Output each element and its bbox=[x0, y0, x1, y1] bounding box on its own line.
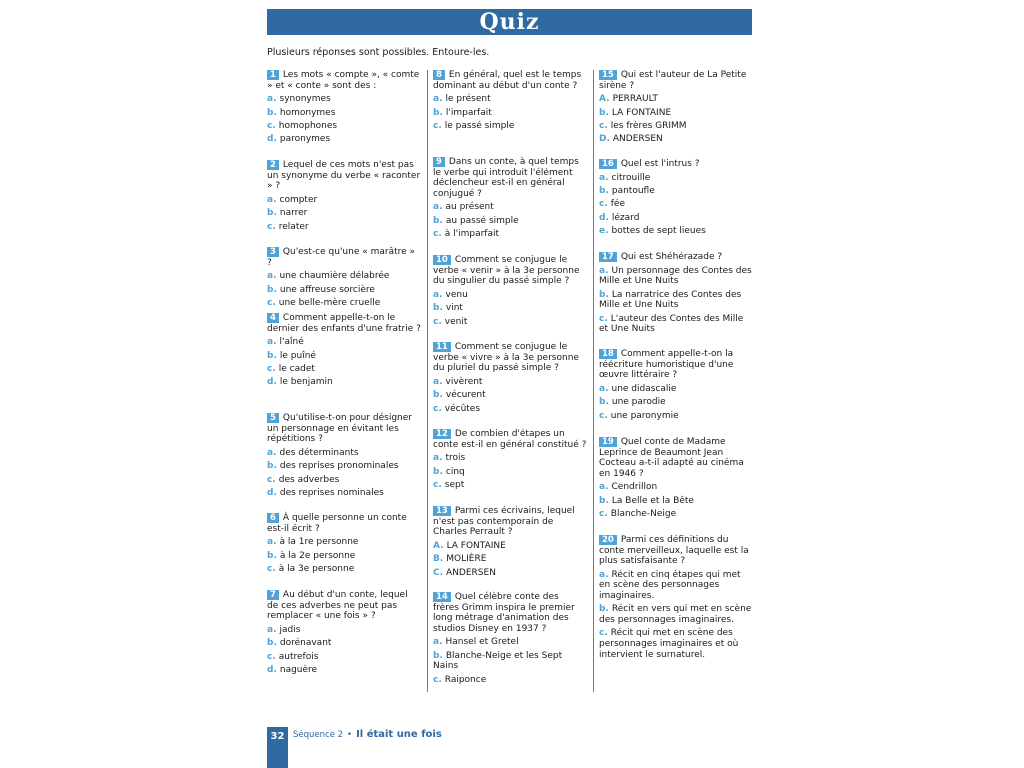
question-heading bbox=[433, 429, 587, 450]
option-letter: d. bbox=[267, 377, 277, 388]
answer-option[interactable] bbox=[267, 121, 421, 132]
question-17 bbox=[599, 252, 753, 335]
option-text: LA FONTAINE bbox=[611, 107, 672, 118]
option-letter: a. bbox=[267, 537, 277, 548]
question-text: De combien d'étapes un conte est-il en général constitué ? bbox=[433, 429, 587, 450]
question-19 bbox=[599, 437, 753, 520]
answer-option[interactable] bbox=[433, 317, 587, 328]
option-text: vécurent bbox=[445, 390, 486, 401]
option-text: une affreuse sorcière bbox=[279, 284, 375, 295]
answer-option[interactable] bbox=[599, 266, 753, 287]
answer-option[interactable] bbox=[599, 411, 753, 422]
answer-option[interactable] bbox=[267, 638, 421, 649]
question-number-badge: 11 bbox=[433, 342, 451, 352]
answer-option[interactable] bbox=[599, 397, 753, 408]
column-divider bbox=[593, 70, 594, 692]
answer-option[interactable] bbox=[433, 290, 587, 301]
answer-option[interactable] bbox=[433, 675, 587, 686]
option-letter: b. bbox=[599, 185, 609, 196]
answer-option[interactable] bbox=[267, 208, 421, 219]
option-letter: A. bbox=[599, 94, 610, 105]
question-text: Comment appelle-t-on le dernier des enfants d'une fratrie ? bbox=[267, 313, 421, 334]
option-text: naguère bbox=[279, 664, 318, 675]
option-letter: e. bbox=[599, 226, 609, 237]
question-heading bbox=[267, 513, 421, 534]
option-letter: a. bbox=[599, 482, 609, 493]
answer-option[interactable] bbox=[599, 186, 753, 197]
option-letter: a. bbox=[433, 289, 443, 300]
answer-option[interactable] bbox=[599, 570, 753, 602]
option-text: à la 1re personne bbox=[279, 537, 359, 548]
answer-option[interactable] bbox=[433, 303, 587, 314]
question-text: Qui est Shéhérazade ? bbox=[620, 252, 723, 262]
footer-running-title bbox=[293, 729, 442, 740]
answer-option[interactable] bbox=[267, 94, 421, 105]
option-text: L'auteur des Contes des Mille et Une Nuits bbox=[599, 313, 744, 335]
option-letter: B. bbox=[433, 554, 444, 565]
answer-option[interactable] bbox=[599, 199, 753, 210]
page-number-tab bbox=[267, 727, 288, 768]
quiz-header-bar bbox=[267, 9, 752, 35]
answer-option[interactable] bbox=[267, 665, 421, 676]
answer-option[interactable] bbox=[599, 604, 753, 625]
option-text: bottes de sept lieues bbox=[611, 226, 706, 237]
answer-option[interactable] bbox=[267, 652, 421, 663]
option-text: une chaumière délabrée bbox=[279, 271, 390, 282]
question-18 bbox=[599, 349, 753, 421]
option-text: sept bbox=[444, 479, 465, 490]
answer-option[interactable] bbox=[267, 551, 421, 562]
option-text: venit bbox=[444, 316, 468, 327]
question-heading bbox=[599, 70, 753, 91]
answer-option[interactable] bbox=[433, 108, 587, 119]
option-letter: b. bbox=[433, 107, 443, 118]
option-text: MOLIÈRE bbox=[446, 554, 487, 565]
option-letter: c. bbox=[433, 479, 442, 490]
option-letter: c. bbox=[267, 221, 276, 232]
option-text: le puîné bbox=[279, 350, 316, 361]
option-letter: b. bbox=[433, 303, 443, 314]
option-letter: a. bbox=[267, 337, 277, 348]
question-number-badge: 3 bbox=[267, 247, 279, 257]
option-text: ANDERSEN bbox=[446, 567, 496, 578]
option-letter: d. bbox=[267, 487, 277, 498]
option-letter: b. bbox=[599, 397, 609, 408]
option-text: le passé simple bbox=[444, 120, 515, 131]
option-text: au passé simple bbox=[445, 215, 519, 226]
option-text: des adverbes bbox=[278, 474, 340, 485]
option-letter: b. bbox=[267, 461, 277, 472]
answer-option[interactable] bbox=[267, 564, 421, 575]
question-number-badge: 13 bbox=[433, 506, 451, 516]
answer-option[interactable] bbox=[599, 226, 753, 237]
question-heading bbox=[433, 342, 587, 374]
option-text: homophones bbox=[278, 120, 338, 131]
question-number-badge: 8 bbox=[433, 70, 445, 80]
option-letter: b. bbox=[433, 215, 443, 226]
question-text: Quel est l'intrus ? bbox=[620, 159, 700, 169]
question-heading bbox=[267, 413, 421, 445]
option-text: une parodie bbox=[611, 397, 666, 408]
answer-option[interactable] bbox=[433, 216, 587, 227]
answer-option[interactable] bbox=[267, 222, 421, 233]
footer-title: Il était une fois bbox=[356, 729, 442, 740]
option-text: compter bbox=[279, 194, 318, 205]
answer-option[interactable] bbox=[599, 94, 753, 105]
question-heading bbox=[433, 157, 587, 199]
question-heading bbox=[267, 590, 421, 622]
option-letter: b. bbox=[433, 466, 443, 477]
question-3 bbox=[267, 247, 421, 309]
answer-option[interactable] bbox=[599, 314, 753, 335]
question-heading bbox=[599, 437, 753, 479]
option-text: homonymes bbox=[279, 107, 336, 118]
answer-option[interactable] bbox=[433, 467, 587, 478]
question-text: Quel célèbre conte des frères Grimm inspira le premier long métrage d'animation des studios Disney en 1937 ? bbox=[433, 592, 575, 634]
question-heading bbox=[599, 252, 753, 263]
answer-option[interactable] bbox=[267, 364, 421, 375]
option-letter: a. bbox=[267, 624, 277, 635]
option-text: La narratrice des Contes des Mille et Une Nuits bbox=[599, 289, 742, 311]
question-heading bbox=[267, 313, 421, 334]
answer-option[interactable] bbox=[267, 134, 421, 145]
option-text: les frères GRIMM bbox=[610, 120, 687, 131]
option-letter: b. bbox=[267, 107, 277, 118]
answer-option[interactable] bbox=[599, 384, 753, 395]
question-heading bbox=[599, 535, 753, 567]
answer-option[interactable] bbox=[267, 285, 421, 296]
question-number-badge: 5 bbox=[267, 413, 279, 423]
answer-option[interactable] bbox=[267, 351, 421, 362]
question-10 bbox=[433, 255, 587, 327]
option-text: Blanche-Neige bbox=[610, 509, 677, 520]
answer-option[interactable] bbox=[599, 134, 753, 145]
page-number: 32 bbox=[270, 731, 285, 742]
answer-option[interactable] bbox=[599, 121, 753, 132]
option-letter: c. bbox=[267, 297, 276, 308]
option-text: Cendrillon bbox=[611, 482, 658, 493]
answer-option[interactable] bbox=[599, 509, 753, 520]
option-letter: d. bbox=[599, 212, 609, 223]
question-4 bbox=[267, 313, 421, 388]
question-text: Dans un conte, à quel temps le verbe qui introduit l'élément déclencheur est-il en général conjugué ? bbox=[433, 157, 579, 199]
question-heading bbox=[433, 592, 587, 634]
question-heading bbox=[267, 70, 421, 91]
option-text: Récit en cinq étapes qui met en scène des personnages imaginaires. bbox=[599, 569, 741, 601]
option-letter: a. bbox=[267, 94, 277, 105]
answer-option[interactable] bbox=[599, 290, 753, 311]
question-11 bbox=[433, 342, 587, 414]
option-text: synonymes bbox=[279, 94, 331, 105]
option-letter: a. bbox=[433, 202, 443, 213]
option-text: une paronymie bbox=[610, 410, 679, 421]
option-letter: b. bbox=[267, 284, 277, 295]
question-number-badge: 10 bbox=[433, 255, 451, 265]
option-letter: a. bbox=[433, 453, 443, 464]
answer-option[interactable] bbox=[599, 108, 753, 119]
answer-option[interactable] bbox=[267, 271, 421, 282]
question-text: Comment appelle-t-on la réécriture humoristique d'une œuvre littéraire ? bbox=[599, 349, 734, 381]
option-text: autrefois bbox=[278, 651, 319, 662]
option-text: Un personnage des Contes des Mille et Une Nuits bbox=[599, 265, 752, 287]
option-text: le cadet bbox=[278, 363, 315, 374]
question-heading bbox=[433, 70, 587, 91]
column-divider bbox=[427, 70, 428, 692]
option-text: des déterminants bbox=[279, 447, 359, 458]
answer-option[interactable] bbox=[599, 496, 753, 507]
question-text: En général, quel est le temps dominant au début d'un conte ? bbox=[433, 70, 582, 91]
option-letter: c. bbox=[267, 563, 276, 574]
answer-option[interactable] bbox=[267, 461, 421, 472]
option-letter: b. bbox=[433, 650, 443, 661]
option-letter: A. bbox=[433, 540, 444, 551]
answer-option[interactable] bbox=[433, 637, 587, 648]
option-text: PERRAULT bbox=[612, 94, 658, 105]
option-text: à l'imparfait bbox=[444, 229, 500, 240]
option-text: Blanche-Neige et les Sept Nains bbox=[433, 650, 563, 672]
option-letter: b. bbox=[267, 550, 277, 561]
option-text: l'imparfait bbox=[445, 107, 492, 118]
answer-option[interactable] bbox=[433, 453, 587, 464]
option-text: lézard bbox=[611, 212, 640, 223]
question-text: Comment se conjugue le verbe « venir » à la 3e personne du singulier du passé simple ? bbox=[433, 255, 580, 287]
question-number-badge: 1 bbox=[267, 70, 279, 80]
option-text: à la 3e personne bbox=[278, 563, 355, 574]
page-title: Quiz bbox=[479, 9, 540, 35]
question-number-badge: 18 bbox=[599, 349, 617, 359]
question-5 bbox=[267, 413, 421, 499]
option-letter: b. bbox=[599, 495, 609, 506]
answer-option[interactable] bbox=[433, 568, 587, 579]
answer-option[interactable] bbox=[433, 541, 587, 552]
option-text: trois bbox=[445, 453, 466, 464]
answer-option[interactable] bbox=[267, 298, 421, 309]
answer-option[interactable] bbox=[267, 337, 421, 348]
option-letter: c. bbox=[599, 120, 608, 131]
option-text: relater bbox=[278, 221, 309, 232]
option-letter: c. bbox=[267, 474, 276, 485]
answer-option[interactable] bbox=[599, 173, 753, 184]
option-text: paronymes bbox=[279, 134, 331, 145]
question-number-badge: 19 bbox=[599, 437, 617, 447]
question-6 bbox=[267, 513, 421, 575]
option-letter: C. bbox=[433, 567, 444, 578]
option-letter: c. bbox=[267, 651, 276, 662]
option-text: Hansel et Gretel bbox=[445, 637, 519, 648]
option-letter: c. bbox=[599, 410, 608, 421]
option-letter: c. bbox=[599, 313, 608, 324]
option-text: dorénavant bbox=[279, 638, 332, 649]
answer-option[interactable] bbox=[433, 202, 587, 213]
answer-option[interactable] bbox=[267, 448, 421, 459]
question-text: Comment se conjugue le verbe « vivre » à la 3e personne du pluriel du passé simple ? bbox=[433, 342, 579, 374]
option-text: au présent bbox=[445, 202, 494, 213]
question-text: Qui est l'auteur de La Petite sirène ? bbox=[599, 70, 747, 91]
answer-option[interactable] bbox=[433, 121, 587, 132]
question-text: Lequel de ces mots n'est pas un synonyme du verbe « raconter » ? bbox=[267, 160, 421, 192]
option-letter: a. bbox=[267, 447, 277, 458]
answer-option[interactable] bbox=[267, 537, 421, 548]
option-text: des reprises nominales bbox=[279, 487, 384, 498]
instructions: Plusieurs réponses sont possibles. Entoure-les. bbox=[267, 47, 490, 58]
answer-option[interactable] bbox=[433, 554, 587, 565]
question-number-badge: 17 bbox=[599, 252, 617, 262]
question-text: Parmi ces définitions du conte merveilleux, laquelle est la plus satisfaisante ? bbox=[599, 535, 749, 567]
question-number-badge: 20 bbox=[599, 535, 617, 545]
question-number-badge: 15 bbox=[599, 70, 617, 80]
question-number-badge: 6 bbox=[267, 513, 279, 523]
option-letter: a. bbox=[433, 376, 443, 387]
option-text: pantoufle bbox=[611, 185, 655, 196]
question-text: Au début d'un conte, lequel de ces adverbes ne peut pas remplacer « une fois » ? bbox=[267, 590, 408, 622]
option-letter: c. bbox=[599, 199, 608, 210]
option-letter: b. bbox=[599, 604, 609, 615]
answer-option[interactable] bbox=[267, 195, 421, 206]
question-13 bbox=[433, 506, 587, 578]
option-text: l'aîné bbox=[279, 337, 304, 348]
option-letter: c. bbox=[433, 120, 442, 131]
option-text: cinq bbox=[445, 466, 465, 477]
option-text: vint bbox=[445, 303, 463, 314]
question-number-badge: 9 bbox=[433, 157, 445, 167]
option-text: ANDERSEN bbox=[612, 134, 663, 145]
question-number-badge: 16 bbox=[599, 159, 617, 169]
option-letter: a. bbox=[599, 172, 609, 183]
option-letter: b. bbox=[599, 289, 609, 300]
question-2 bbox=[267, 160, 421, 232]
answer-option[interactable] bbox=[599, 213, 753, 224]
option-letter: c. bbox=[433, 403, 442, 414]
option-text: citrouille bbox=[611, 172, 651, 183]
option-letter: a. bbox=[267, 271, 277, 282]
option-letter: a. bbox=[599, 383, 609, 394]
question-text: Parmi ces écrivains, lequel n'est pas contemporain de Charles Perrault ? bbox=[433, 506, 575, 538]
question-heading bbox=[433, 255, 587, 287]
answer-option[interactable] bbox=[433, 404, 587, 415]
question-16 bbox=[599, 159, 753, 237]
option-letter: b. bbox=[599, 107, 609, 118]
option-letter: a. bbox=[433, 637, 443, 648]
answer-option[interactable] bbox=[599, 628, 753, 660]
question-heading bbox=[267, 160, 421, 192]
option-text: vivèrent bbox=[445, 376, 483, 387]
question-heading bbox=[267, 247, 421, 268]
option-text: une didascalie bbox=[611, 383, 677, 394]
option-letter: b. bbox=[433, 390, 443, 401]
question-number-badge: 7 bbox=[267, 590, 279, 600]
question-9 bbox=[433, 157, 587, 240]
question-8 bbox=[433, 70, 587, 132]
question-1 bbox=[267, 70, 421, 145]
question-text: Quel conte de Madame Leprince de Beaumont Jean Cocteau a-t-il adapté au cinéma en 1946 ? bbox=[599, 437, 744, 479]
option-text: LA FONTAINE bbox=[446, 540, 506, 551]
question-text: Qu'est-ce qu'une « marâtre » ? bbox=[267, 247, 416, 268]
answer-option[interactable] bbox=[433, 229, 587, 240]
question-number-badge: 14 bbox=[433, 592, 451, 602]
option-letter: b. bbox=[267, 208, 277, 219]
option-letter: b. bbox=[267, 350, 277, 361]
answer-option[interactable] bbox=[599, 482, 753, 493]
option-text: le benjamin bbox=[279, 377, 333, 388]
question-15 bbox=[599, 70, 753, 145]
option-text: jadis bbox=[279, 624, 301, 635]
answer-option[interactable] bbox=[267, 108, 421, 119]
question-7 bbox=[267, 590, 421, 676]
footer-separator: • bbox=[347, 730, 353, 740]
option-letter: c. bbox=[267, 363, 276, 374]
question-20 bbox=[599, 535, 753, 660]
answer-option[interactable] bbox=[267, 625, 421, 636]
question-heading bbox=[433, 506, 587, 538]
answer-option[interactable] bbox=[433, 390, 587, 401]
question-number-badge: 12 bbox=[433, 429, 451, 439]
option-text: des reprises pronominales bbox=[279, 461, 399, 472]
answer-option[interactable] bbox=[433, 94, 587, 105]
option-letter: c. bbox=[267, 120, 276, 131]
option-letter: d. bbox=[267, 664, 277, 675]
answer-option[interactable] bbox=[433, 480, 587, 491]
option-letter: D. bbox=[599, 134, 610, 145]
question-text: Les mots « compte », « comte » et « conte » sont des : bbox=[267, 70, 420, 91]
option-letter: a. bbox=[267, 194, 277, 205]
option-text: à la 2e personne bbox=[279, 550, 356, 561]
option-letter: a. bbox=[433, 94, 443, 105]
option-text: fée bbox=[610, 199, 626, 210]
question-heading bbox=[599, 349, 753, 381]
answer-option[interactable] bbox=[433, 377, 587, 388]
question-text: Qu'utilise-t-on pour désigner un personnage en évitant les répétitions ? bbox=[267, 413, 412, 445]
option-text: narrer bbox=[279, 208, 308, 219]
option-text: une belle-mère cruelle bbox=[278, 297, 381, 308]
question-number-badge: 2 bbox=[267, 160, 279, 170]
option-letter: c. bbox=[433, 229, 442, 240]
option-text: Raiponce bbox=[444, 674, 487, 685]
option-text: venu bbox=[445, 289, 468, 300]
footer-sequence: Séquence 2 bbox=[293, 730, 344, 740]
option-text: Récit qui met en scène des personnages imaginaires et où intervient le surnaturel. bbox=[599, 628, 739, 660]
option-letter: a. bbox=[599, 569, 609, 580]
question-text: À quelle personne un conte est-il écrit ? bbox=[267, 513, 407, 534]
answer-option[interactable] bbox=[267, 488, 421, 499]
option-letter: c. bbox=[599, 628, 608, 639]
answer-option[interactable] bbox=[267, 377, 421, 388]
option-text: La Belle et la Bête bbox=[611, 495, 694, 506]
option-letter: c. bbox=[599, 509, 608, 520]
option-letter: a. bbox=[599, 265, 609, 276]
answer-option[interactable] bbox=[267, 475, 421, 486]
option-text: Récit en vers qui met en scène des personnages imaginaires. bbox=[599, 604, 752, 625]
answer-option[interactable] bbox=[433, 651, 587, 672]
option-text: vécûtes bbox=[444, 403, 481, 414]
question-heading bbox=[599, 159, 753, 170]
option-letter: c. bbox=[433, 674, 442, 685]
question-14 bbox=[433, 592, 587, 685]
question-12 bbox=[433, 429, 587, 491]
option-letter: b. bbox=[267, 638, 277, 649]
option-text: le présent bbox=[445, 94, 491, 105]
question-number-badge: 4 bbox=[267, 313, 279, 323]
option-letter: c. bbox=[433, 316, 442, 327]
option-letter: d. bbox=[267, 134, 277, 145]
